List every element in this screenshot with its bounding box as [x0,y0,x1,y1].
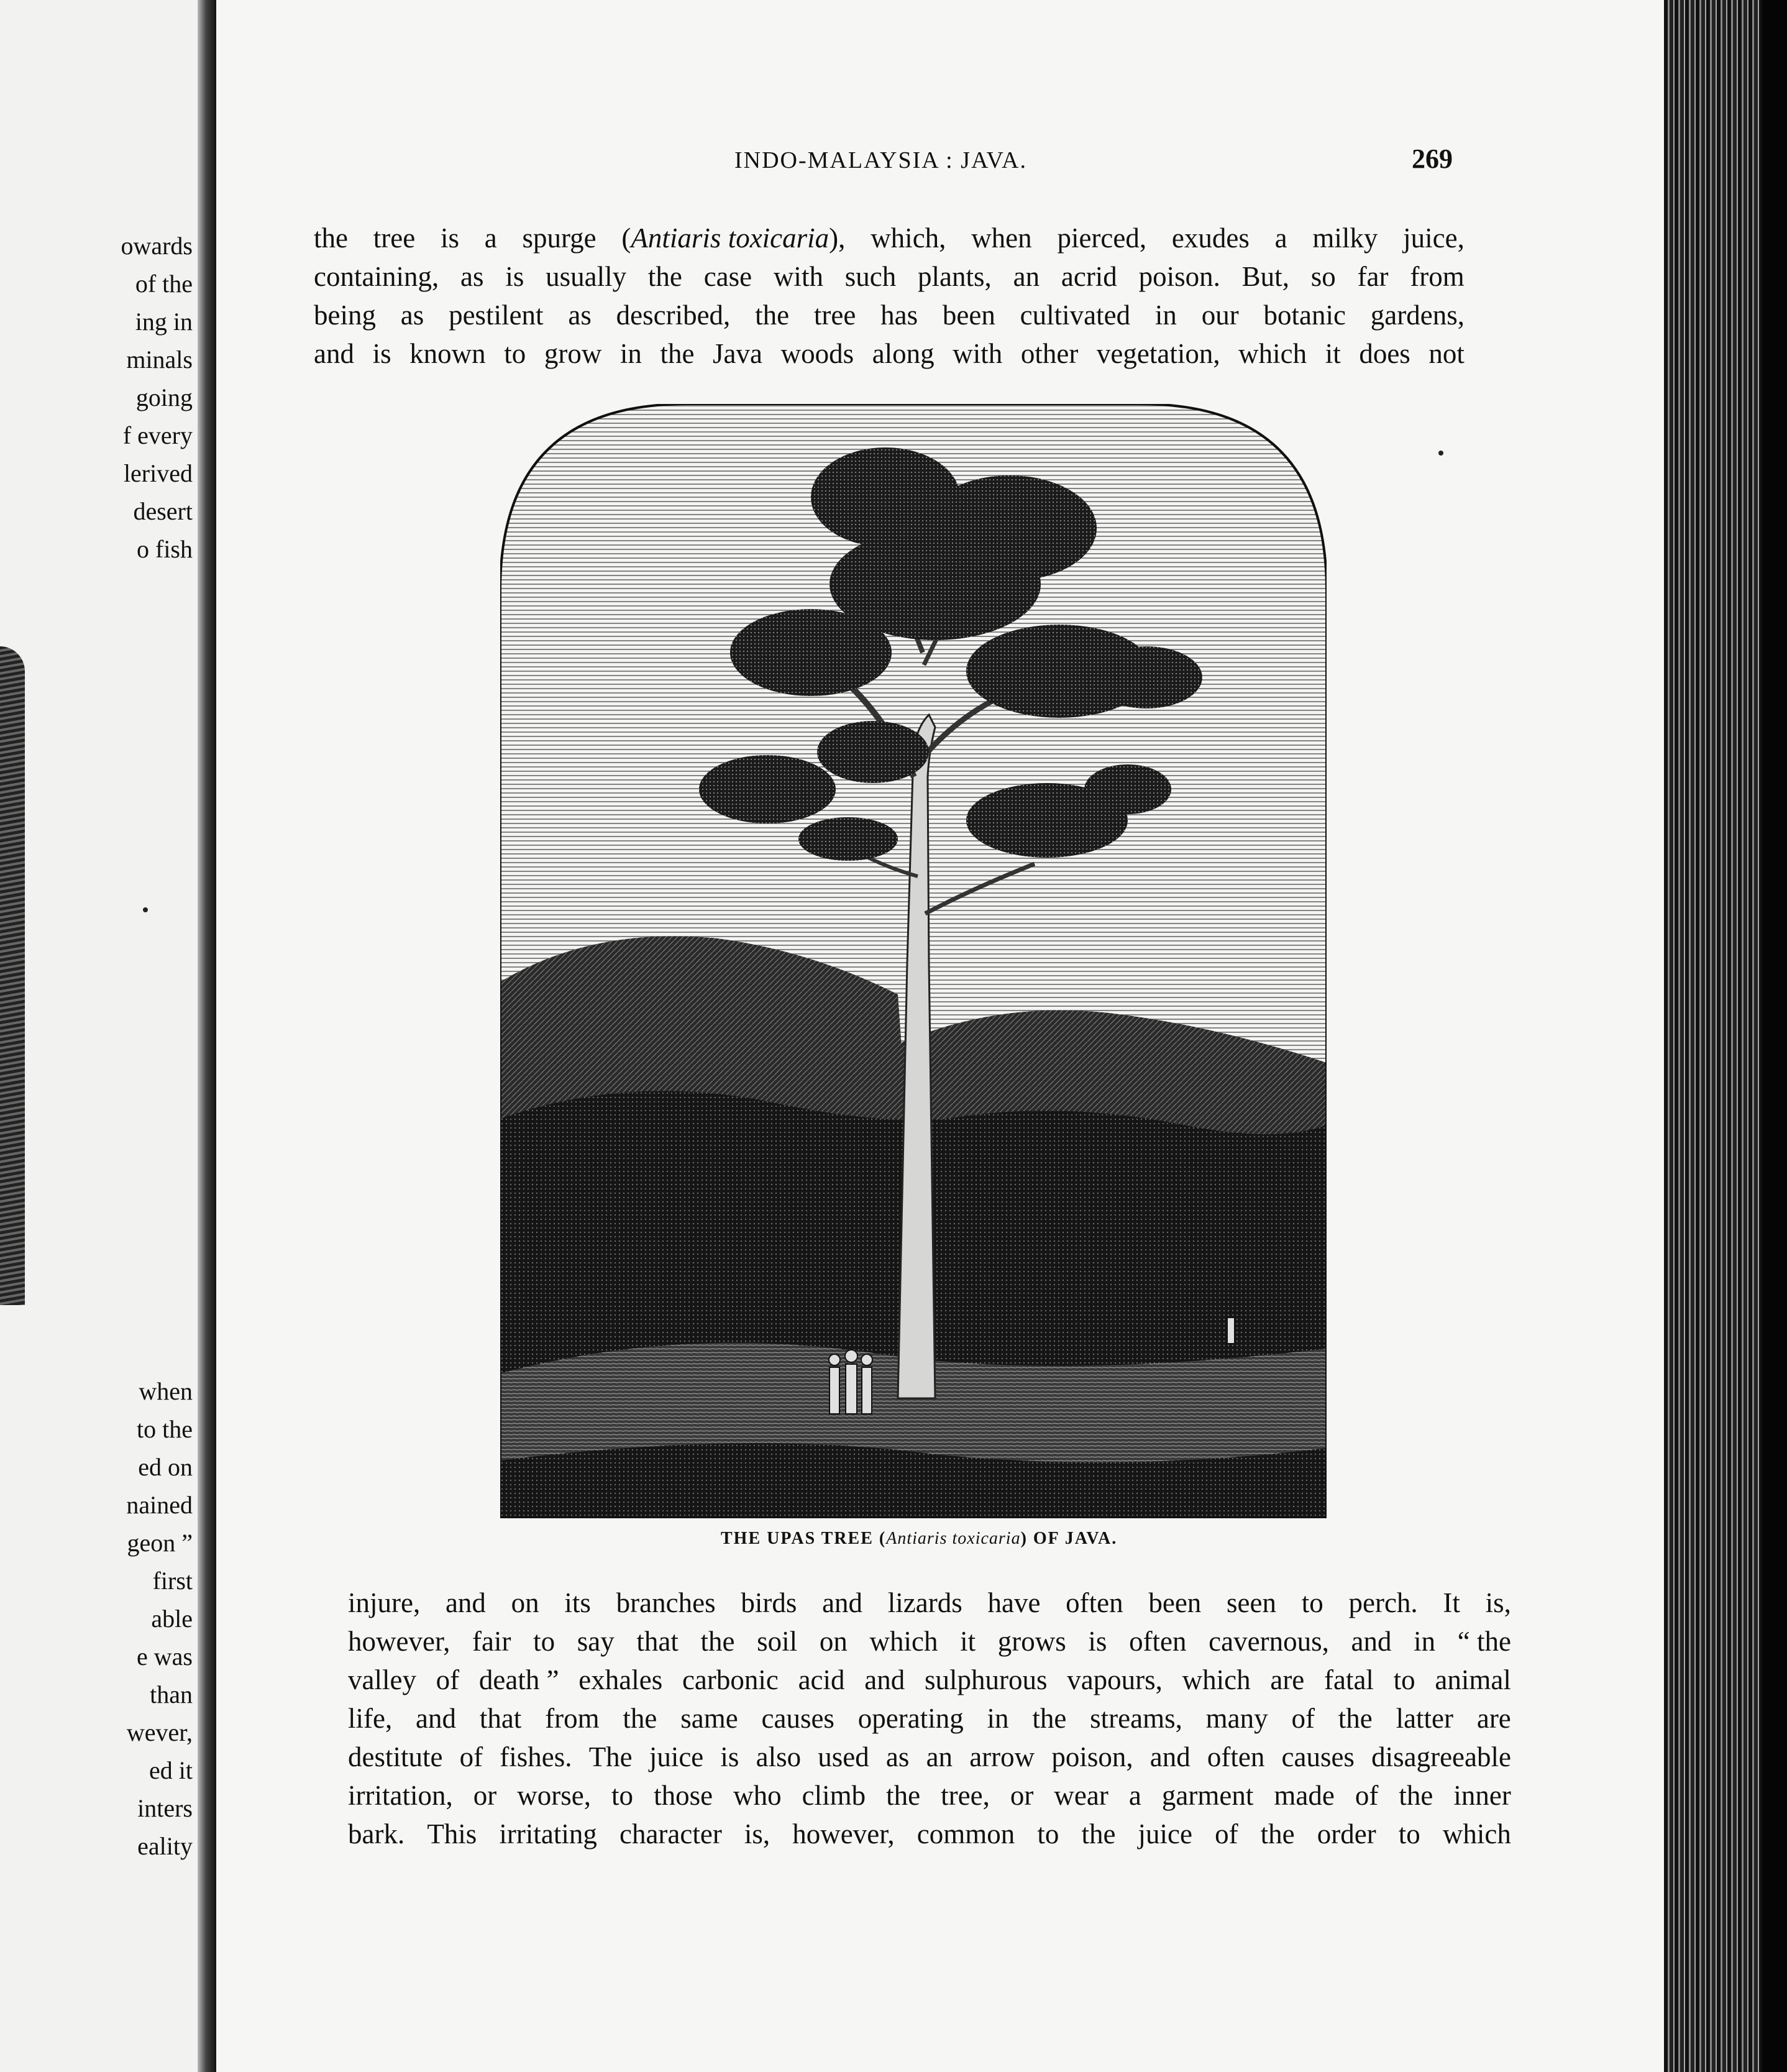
left-page-line: inters [137,1794,193,1822]
text-line [348,1584,1511,1622]
word: often [1207,1741,1265,1772]
word: usually [546,261,627,292]
word: climb [802,1780,866,1811]
word: have [987,1587,1041,1618]
word: used [818,1741,869,1772]
word: does [1359,338,1410,369]
word: branches [616,1587,716,1618]
word: of [1291,1703,1315,1734]
word: however, [348,1626,450,1657]
word: streams, [1090,1703,1182,1734]
word: soil [757,1626,798,1657]
word: along [872,338,935,369]
word: often [1129,1626,1187,1657]
left-page-line: minals [126,346,193,374]
word: cavernous, [1209,1626,1329,1657]
word: and [1351,1626,1392,1657]
word: often [1066,1587,1123,1618]
figure-caption [721,1529,1117,1549]
word: juice, [1403,222,1465,254]
word: that [479,1703,522,1734]
page-edges [1664,0,1787,2072]
word: and [445,1587,486,1618]
left-page-line: o fish [137,535,193,563]
word: are [1476,1703,1511,1734]
word: fatal [1324,1664,1374,1695]
word: the [660,338,695,369]
word: the [1338,1703,1373,1734]
caption-italic: Antiaris toxicaria [886,1529,1021,1548]
word: the [1081,1818,1116,1850]
word: a [1274,222,1287,254]
word: acrid [1061,261,1117,292]
word: made [1274,1780,1335,1811]
word: and [416,1703,457,1734]
word: seen [1227,1587,1277,1618]
word: lizards [887,1587,962,1618]
word: acid [798,1664,845,1695]
word: from [1410,261,1465,292]
text-line [314,257,1465,296]
word: valley [348,1664,416,1695]
word: inner [1453,1780,1511,1811]
word: of [1215,1818,1238,1850]
word: been [942,300,995,331]
word: to [1037,1818,1059,1850]
word: in [987,1703,1009,1734]
word: is [440,222,459,254]
word: with [773,261,823,292]
running-head: INDO-MALAYSIA : JAVA. [734,147,1027,173]
word: character [619,1818,722,1850]
word: it [960,1626,976,1657]
top-paragraph [314,219,1465,373]
word: in [1154,300,1177,331]
word: to [1301,1587,1323,1618]
word: perch. [1348,1587,1418,1618]
word: and [1149,1741,1191,1772]
word: to [611,1780,634,1811]
word: containing, [314,261,439,292]
left-page-line: of the [135,270,193,298]
left-page-line: ed on [138,1453,193,1481]
word: juice [1138,1818,1192,1850]
word: irritation, [348,1780,453,1811]
word: its [564,1587,591,1618]
word: our [1201,300,1239,331]
word: exhales [578,1664,663,1695]
left-page-line: than [150,1680,193,1708]
text-line [348,1738,1511,1776]
word: birds [741,1587,797,1618]
left-page-line: able [151,1605,193,1633]
word: so [1310,261,1336,292]
word: is [720,1741,739,1772]
word: such [844,261,897,292]
word: poison, [1051,1741,1133,1772]
word: disagreeable [1371,1741,1511,1772]
left-page-line: ing in [135,308,193,336]
word: irritating [499,1818,597,1850]
left-page-line: going [135,383,193,411]
word: the [1260,1818,1295,1850]
word: a [1128,1780,1141,1811]
word: to [504,338,526,369]
word: in [1414,1626,1436,1657]
word: those [654,1780,713,1811]
word: which [1238,338,1307,369]
book-gutter [198,0,216,2072]
text-line [348,1661,1511,1699]
word: being [314,300,376,331]
word: an [926,1741,953,1772]
word: exudes [1171,222,1250,254]
word: when [971,222,1032,254]
word: of [1355,1780,1379,1811]
word: are [1270,1664,1305,1695]
word: operating [857,1703,964,1734]
left-page-line: nained [126,1491,193,1519]
word: to [1398,1818,1420,1850]
word: the [700,1626,735,1657]
word: with [953,338,1003,369]
word: the [623,1703,657,1734]
word: the [886,1780,921,1811]
bottom-paragraph [348,1584,1511,1853]
word: The [588,1741,633,1772]
caption-prefix: THE UPAS TREE ( [721,1529,887,1548]
word: that [636,1626,679,1657]
word: from [545,1703,600,1734]
word: tree [813,300,856,331]
word: But, [1241,261,1289,292]
word: This [427,1818,477,1850]
word: known [409,338,486,369]
left-page-line: lerived [123,459,193,487]
word: also [756,1741,802,1772]
text-line [314,334,1465,373]
word: grows [997,1626,1066,1657]
word: worse, [517,1780,591,1811]
word: tree [373,222,416,254]
word: causes [761,1703,834,1734]
word: say [577,1626,615,1657]
word: who [733,1780,782,1811]
word: the [314,222,348,254]
left-page-fragment [0,0,214,2072]
word: which [1182,1664,1251,1695]
left-page-illustration-fragment [0,646,25,1305]
word: botanic [1263,300,1346,331]
left-page-line: e was [137,1643,193,1671]
text-line [314,219,1465,257]
left-page-line: to the [137,1415,193,1443]
word: carbonic [682,1664,779,1695]
word: case [703,261,752,292]
left-page-line: first [152,1567,193,1595]
word: spurge [522,222,596,254]
word: milky [1312,222,1378,254]
caption-suffix: ) OF JAVA. [1020,1529,1118,1548]
word: or [1010,1780,1034,1811]
word: of [459,1741,483,1772]
word: of [436,1664,460,1695]
word: as [568,300,592,331]
word: is [372,338,391,369]
word: and [864,1664,905,1695]
word: as [460,261,484,292]
paper-speck [143,907,148,912]
page-number: 269 [1412,144,1453,174]
word: other [1020,338,1079,369]
word: order [1317,1818,1376,1850]
text-line [348,1815,1511,1853]
word: pestilent [449,300,544,331]
word: it [1325,338,1341,369]
word: has [880,300,918,331]
word: the [755,300,790,331]
word: same [680,1703,738,1734]
word: to [1393,1664,1415,1695]
word: poison. [1138,261,1220,292]
word: Java [713,338,763,369]
word: death ” [478,1664,559,1695]
word: “ the [1457,1626,1511,1657]
word: cultivated [1020,300,1131,331]
word: and [822,1587,863,1618]
word: is [505,261,524,292]
word: life, [348,1703,393,1734]
word: and [314,338,354,369]
word: on [819,1626,848,1657]
word: grow [544,338,602,369]
word: juice [649,1741,704,1772]
left-page-line: when [139,1377,193,1405]
text-line [348,1699,1511,1738]
word: vegetation, [1096,338,1220,369]
paper-speck [1438,451,1443,456]
word: pierced, [1057,222,1147,254]
word: is [1088,1626,1107,1657]
word: far [1357,261,1389,292]
word: however, [792,1818,895,1850]
word: many [1205,1703,1268,1734]
word: injure, [348,1587,421,1618]
word: gardens, [1370,300,1465,331]
word: a [484,222,497,254]
left-page-line: ed it [149,1756,193,1784]
left-page-line: desert [133,497,193,525]
word: sulphurous [924,1664,1048,1695]
word: which, [871,222,946,254]
word: destitute [348,1741,443,1772]
word: It [1443,1587,1460,1618]
word: latter [1396,1703,1454,1734]
text-line [348,1622,1511,1661]
word: arrow [969,1741,1035,1772]
word: tree, [941,1780,990,1811]
word: described, [616,300,731,331]
word: the [1032,1703,1067,1734]
left-page-line: geon ” [127,1529,193,1557]
word: fair [472,1626,511,1657]
word: vapours, [1067,1664,1163,1695]
text-line [314,296,1465,334]
word: fishes. [500,1741,572,1772]
word: the [647,261,682,292]
word: or [473,1780,497,1811]
word: been [1148,1587,1202,1618]
word: is, [1485,1587,1511,1618]
word: bark. [348,1818,405,1850]
word: an [1013,261,1040,292]
word: (Antiaris toxicaria), [621,222,846,254]
text-line [348,1776,1511,1815]
upas-tree-engraving [500,404,1327,1518]
word: animal [1435,1664,1511,1695]
left-page-line: owards [121,232,193,260]
word: plants, [918,261,992,292]
word: in [619,338,642,369]
word: the [1399,1780,1433,1811]
word: garment [1161,1780,1254,1811]
left-page-line: eality [137,1832,193,1860]
word: woods [780,338,854,369]
word: on [511,1587,539,1618]
word: causes [1281,1741,1355,1772]
word: as [400,300,424,331]
word: which [869,1626,938,1657]
left-page-line: wever, [126,1718,193,1746]
left-page-line: f every [122,421,193,449]
word: as [885,1741,910,1772]
word: wear [1054,1780,1108,1811]
word: which [1442,1818,1511,1850]
word: not [1428,338,1465,369]
word: to [533,1626,555,1657]
word: is, [744,1818,770,1850]
word: common [916,1818,1015,1850]
